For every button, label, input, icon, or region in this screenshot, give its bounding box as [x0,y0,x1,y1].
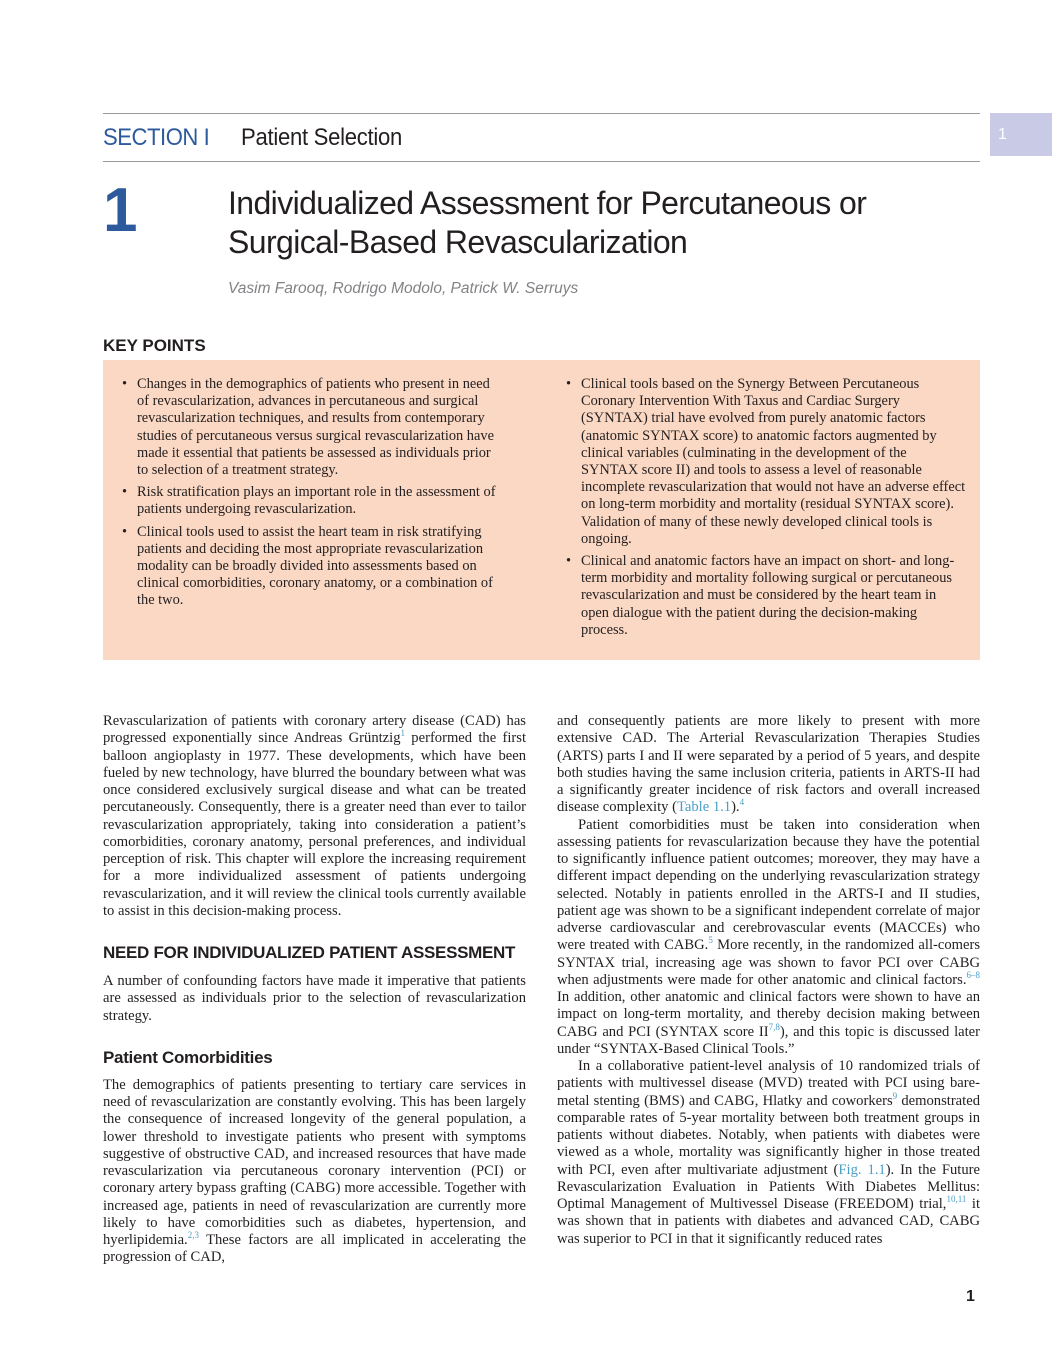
chapter-authors: Vasim Farooq, Rodrigo Modolo, Patrick W. Serruys [228,280,579,297]
body-paragraph: A number of confounding factors have made it imperative that patients are assessed as individuals prior to the selection of revascularization strategy. [103,973,526,1024]
chapter-tab: 1 [990,113,1052,156]
key-point-item: • Risk stratification plays an important role in the assessment of patients undergoing revascularization. [119,484,505,518]
figure-link[interactable]: Fig. 1.1 [838,1161,886,1178]
citation-ref[interactable]: 1 [400,728,406,739]
body-paragraph: In a collaborative patient-level analysis of 10 randomized trials of patients with multivessel disease (MVD) treated with PCI using bare-metal stenting (BMS) and CABG, Hlatky and coworkers$^9$ demonstrated comparable rates of 5-year mortality between both treatment groups in patients without diabetes. Notably, when patients with diabetes were viewed as a whole, mortality was significantly higher in those treated with PCI, even after multivariate adjustment (Fig. 1.1). In the Future Revascularization Evaluation in Patients With Diabetes Mellitus: Optimal Management of Multivessel Disease (FREEDOM) trial,$^{10,11}$ it was shown that in patients with diabetes and advanced CAD, CABG was superior to PCI in that it significantly reduced rates [557,1058,980,1247]
header-top-rule [103,113,980,114]
key-point-item: • Clinical tools used to assist the heart team in risk stratifying patients and deciding the most appropriate revascularization modality can be broadly divided into assessments based on clinical comorbidities, coronary anatomy, or a combination of the two. [119,524,505,610]
section-heading-need: NEED FOR INDIVIDUALIZED PATIENT ASSESSMENT [103,943,516,962]
citation-ref[interactable]: 5 [708,935,713,946]
citation-ref[interactable]: 9 [892,1090,898,1101]
section-label: SECTION I [103,124,210,151]
citation-ref[interactable]: 6–8 [966,969,980,980]
body-right-column [557,713,980,1248]
citation-ref[interactable]: 10,11 [946,1194,967,1205]
key-point-item: • Clinical tools based on the Synergy Between Percutaneous Coronary Intervention With Taxus and Cardiac Surgery (SYNTAX) trial have evolved from purely anatomic factors (anatomic SYNTAX score) to anatomic factors augmented by clinical variables (culminating in the development of the SYNTAX score II) and tools to assess a level of reasonable incomplete revascularization that would not have an adverse effect on long-term morbidity and mortality (residual SYNTAX score). Validation of many of these newly developed clinical tools is ongoing. [563,376,967,548]
chapter-title-line: Individualized Assessment for Percutaneous or [228,185,867,221]
body-paragraph: Revascularization of patients with coronary artery disease (CAD) has progressed exponentially since Andreas Grüntzig$^1$ performed the first balloon angioplasty in 1977. These developments, which have been fueled by new technology, have blurred the boundary between what was once considered exclusively surgical disease and what can be treated percutaneously. Consequently, there is a greater need than ever to tailor revascularization appropriately, taking into consideration a patient’s comorbidities, coronary anatomy, personal preferences, and individual perception of risk. This chapter will explore the increasing requirement for a more individualized assessment of patients undergoing revascularization, and it will review the clinical tools currently available to assist in this decision-making process. [103,713,527,919]
key-point-item: • Clinical and anatomic factors have an impact on short- and long-term morbidity and mortality following surgical or percutaneous revascularization and must be considered by the heart team in open dialogue with the patient during the decision-making process. [563,553,967,639]
section-title: Patient Selection [240,124,402,151]
citation-ref[interactable]: 7,8 [768,1021,780,1032]
page-number: 1 [966,1288,975,1305]
chapter-title-line: Surgical-Based Revascularization [228,224,688,260]
key-points-left-column [119,376,505,615]
subsection-heading-comorbidities: Patient Comorbidities [103,1047,273,1067]
key-points-right-column [563,376,967,644]
chapter-title [228,184,928,262]
table-link[interactable]: Table 1.1 [676,799,732,816]
chapter-number: 1 [103,176,138,245]
header-bottom-rule [103,161,980,162]
key-points-box [103,360,980,660]
citation-ref[interactable]: 4 [739,797,745,808]
body-paragraph: and consequently patients are more likely to present with more extensive CAD. The Arterial Revascularization Therapies Studies (ARTS) parts I and II were separated by a period of 5 years, and despite both studies having the same inclusion criteria, patients in ARTS-II had a significantly greater incidence of risk factors and overall increased disease complexity (Table 1.1).$^4$ [557,713,980,816]
citation-ref[interactable]: 2,3 [187,1230,199,1241]
key-points-heading: KEY POINTS [103,336,206,355]
body-paragraph: Patient comorbidities must be taken into consideration when assessing patients for revascularization because they have the potential to significantly influence patient outcomes; moreover, they may have a different impact depending on the underlying revascularization strategy selected. Notably in patients enrolled in the ARTS-I and II studies, patient age was shown to be a significant independent correlate of major adverse cardiovascular and cerebrovascular events (MACCEs) who were treated with CABG.$^5$ More recently, in the randomized all-comers SYNTAX trial, increasing age was shown to favor PCI over CABG when adjustments were made for other anatomic and clinical factors.$^{6-8}$ In addition, other anatomic and clinical factors were shown to have an impact on long-term mortality, and thereby decision making between CABG and PCI (SYNTAX score II$^{7,8}$), and this topic is discussed later under “SYNTAX-Based Clinical Tools.” [557,816,980,1057]
body-paragraph: The demographics of patients presenting to tertiary care services in need of revascularization are constantly evolving. This has been largely the consequence of increased longevity of the general population, a lower threshold to investigate patients who present with symptoms suggestive of obstructive CAD, and increased resources that have made revascularization via percutaneous coronary intervention (PCI) or coronary artery bypass grafting (CABG) more accessible. Together with increased age, patients in need of revascularization are currently more likely to have comorbidities such as diabetes, hypertension, and hyerlipidemia.$^{2,3}$ These factors are all implicated in accelerating the progression of CAD, [103,1076,526,1266]
body-left-column [103,713,526,1267]
key-point-item: • Changes in the demographics of patients who present in need of revascularization, advances in percutaneous and surgical revascularization techniques, and results from contemporary studies of percutaneous versus surgical revascularization have made it essential that patients be assessed as individuals prior to selection of a treatment strategy. [119,376,505,479]
section-header [103,120,416,156]
